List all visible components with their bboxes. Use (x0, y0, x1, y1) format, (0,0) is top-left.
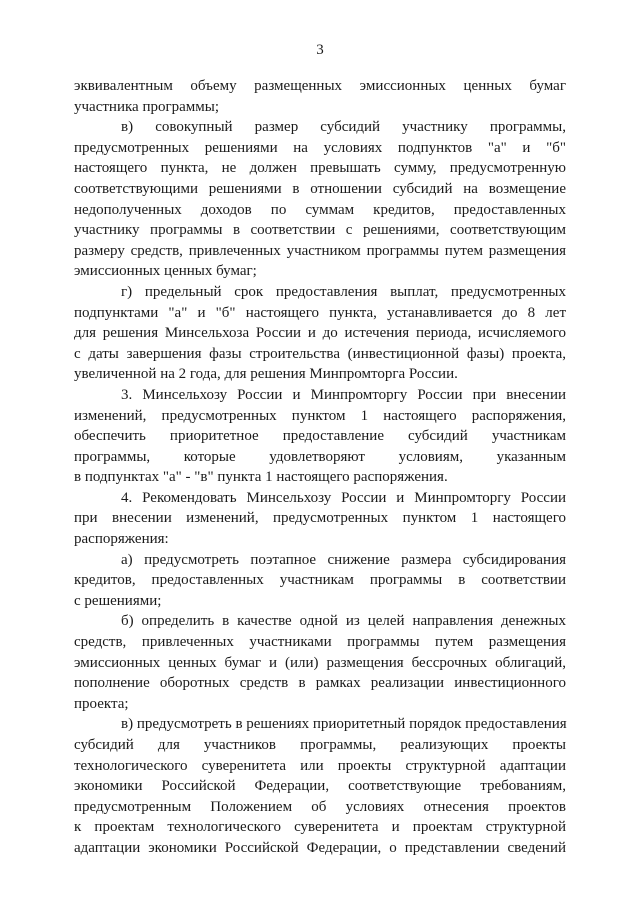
text-line: в подпунктах "а" - "в" пункта 1 настоящего распоряжения. (74, 469, 448, 486)
text-line: средств, привлеченных участниками программы путем размещения (74, 634, 566, 651)
text-line: с решениями; (74, 592, 162, 609)
text-line: пополнение оборотных средств в рамках реализации инвестиционного (74, 675, 566, 692)
text-line: эмиссионных ценных бумаг и (или) размещения бессрочных облигаций, (74, 654, 566, 671)
text-line: к проектам технологического суверенитета и проектам структурной (74, 819, 566, 836)
text-line: соответствующими решениями в отношении субсидий на возмещение (74, 180, 566, 197)
text-line: обеспечить приоритетное предоставление субсидий участникам (74, 428, 566, 445)
text-line: для решения Минсельхоза России и до истечения периода, исчисляемого (74, 325, 566, 342)
text-line: 3. Минсельхозу России и Минпромторгу России при внесении (121, 386, 566, 403)
text-line: в) предусмотреть в решениях приоритетный порядок предоставления (121, 716, 567, 733)
text-line: предусмотренных решениями на условиях подпунктов "а" и "б" (74, 139, 566, 156)
text-line: проекта; (74, 695, 129, 712)
text-line: технологического суверенитета или проекты структурной адаптации (74, 757, 566, 774)
text-line: подпунктами "а" и "б" настоящего пункта, устанавливается до 8 лет (74, 304, 566, 321)
text-line: б) определить в качестве одной из целей направления денежных (121, 613, 566, 630)
text-line: в) совокупный размер субсидий участнику программы, (121, 119, 566, 136)
text-line: с даты завершения фазы строительства (инвестиционной фазы) проекта, (74, 345, 566, 362)
text-line: кредитов, предоставленных участникам программы в соответствии (74, 572, 566, 589)
text-line: изменений, предусмотренных пунктом 1 настоящего распоряжения, (74, 407, 566, 424)
text-line: предусмотренным Положением об условиях отнесения проектов (74, 798, 566, 815)
text-line: программы, которые удовлетворяют условиям, указанным (74, 448, 566, 465)
text-line: эквивалентным объему размещенных эмиссионных ценных бумаг (74, 78, 566, 94)
text-line: увеличенной на 2 года, для решения Минпромторга России. (74, 366, 458, 383)
text-line: субсидий для участников программы, реализующих проекты (74, 737, 566, 753)
text-line: размеру средств, привлеченных участником программы путем размещения (74, 242, 566, 259)
text-line: а) предусмотреть поэтапное снижение размера субсидирования (121, 551, 566, 568)
text-line: распоряжения: (74, 531, 169, 548)
text-line: 4. Рекомендовать Минсельхозу России и Минпромторгу России (121, 489, 566, 506)
text-line: адаптации экономики Российской Федерации, о представлении сведений (74, 839, 566, 856)
text-line: участника программы; (74, 98, 220, 115)
text-line: при внесении изменений, предусмотренных пунктом 1 настоящего (74, 510, 566, 527)
text-line: экономики Российской Федерации, соответствующие требованиям, (74, 778, 566, 795)
text-line: г) предельный срок предоставления выплат, предусмотренных (121, 283, 566, 300)
text-line: участнику программы в соответствии с решениями, соответствующим (74, 222, 566, 239)
text-line: эмиссионных ценных бумаг; (74, 263, 257, 280)
text-line: недополученных доходов по суммам кредитов, предоставленных (74, 201, 566, 218)
text-line: настоящего пункта, не должен превышать сумму, предусмотренную (74, 160, 566, 177)
page-number: 3 (316, 42, 324, 58)
document-body (74, 76, 566, 859)
